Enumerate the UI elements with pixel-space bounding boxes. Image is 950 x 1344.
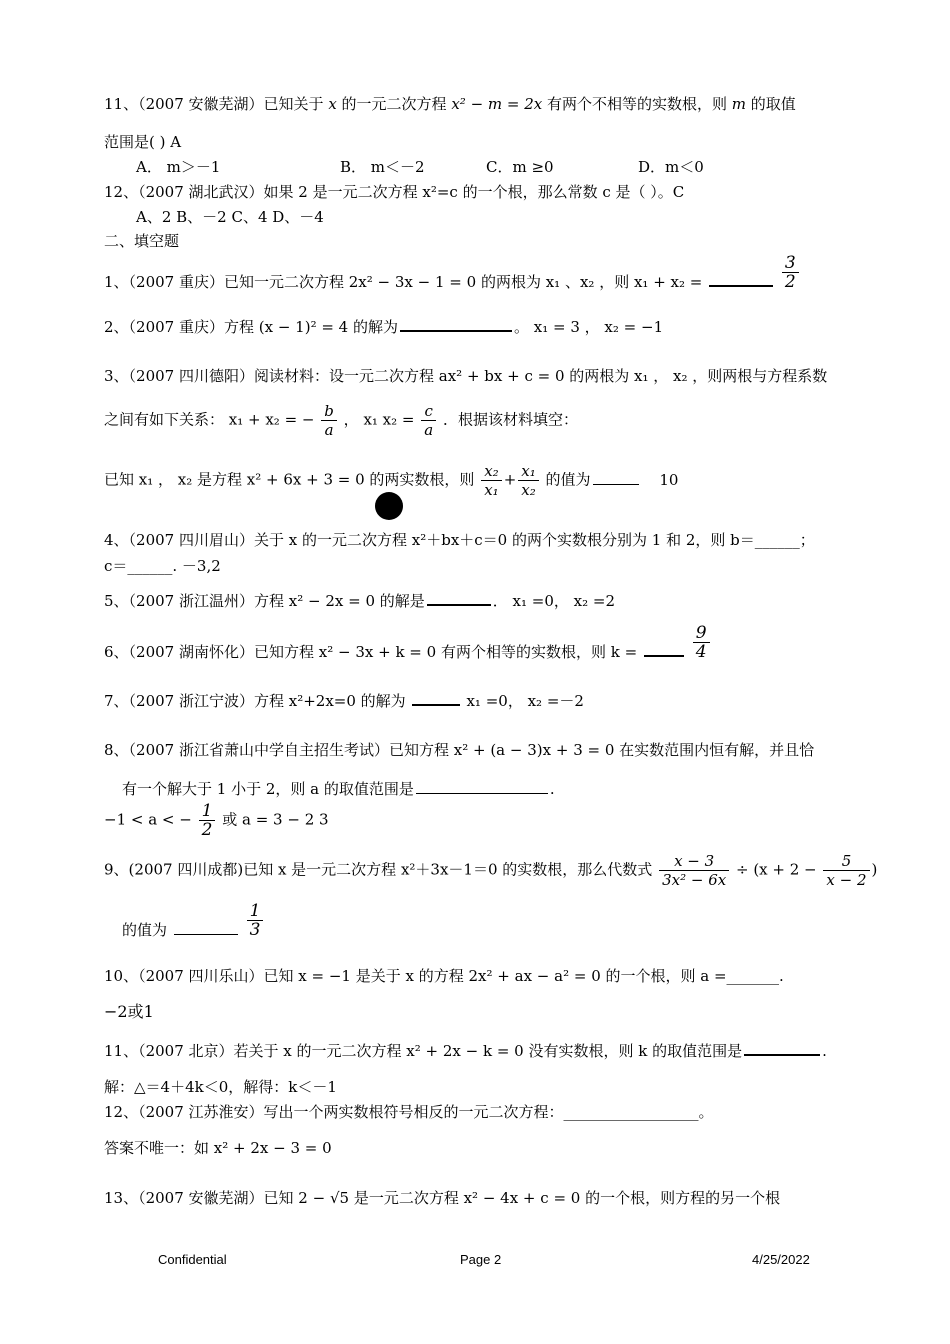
fill-12-answer: 答案不唯一：如 x² + 2x − 3 = 0: [104, 1139, 332, 1157]
f1-blank: [709, 271, 773, 287]
f6-answer-fraction: [693, 624, 710, 661]
fill-11-answer: 解：△＝4＋4k＜0，解得：k＜－1: [104, 1078, 337, 1096]
fill-5: [104, 590, 615, 611]
fill-6: [104, 624, 712, 661]
f1-ans-den: 2: [784, 272, 796, 292]
f11-end: .: [822, 1042, 827, 1060]
f9-blank: [174, 920, 238, 935]
f6-blank: [644, 641, 684, 657]
f8-answer-fraction: [199, 802, 216, 839]
q11-option-b: B． m＜－2: [340, 158, 425, 176]
fill-12: 12、（2007 江苏淮安）写出一个两实数根符号相反的一元二次方程：__________________。: [104, 1103, 714, 1121]
q11-prefix: 11、（2007 安徽芜湖）已知关于: [104, 95, 329, 113]
f3-b: b: [321, 402, 337, 421]
f3-frac1-num: x₂: [481, 462, 501, 481]
fill-13: 13、（2007 安徽芜湖）已知 2 − √5 是一元二次方程 x² − 4x + c = 0 的一个根，则方程的另一个根: [104, 1189, 781, 1207]
question-11: [104, 94, 796, 114]
f9-frac1-den: 3x² − 6x: [662, 871, 727, 889]
f7-answer: x₁ =0， x₂ =－2: [466, 692, 584, 710]
q11-option-d: D．m＜0: [638, 158, 704, 176]
f8-ans-den: 2: [201, 820, 213, 840]
q11-option-a: A． m＞－1: [136, 158, 221, 176]
f9-end: ): [871, 860, 878, 879]
footer-page-number: Page 2: [460, 1252, 502, 1267]
q11-option-c: C．m ≥0: [486, 158, 554, 176]
fill-8-answer: [104, 802, 329, 839]
f3-frac-1: [481, 462, 501, 499]
fill-4-line1: 4、（2007 四川眉山）关于 x 的一元二次方程 x²＋bx＋c＝0 的两个实数根分别为 1 和 2，则 b＝______；: [104, 531, 815, 549]
f9-fraction-2: [823, 852, 869, 889]
f9-fraction-1: [659, 852, 729, 889]
f8-ans-b: 或 a = 3 − 2 3: [222, 810, 329, 829]
q12-options: A、2 B、－2 C、4 D、－4: [136, 208, 324, 226]
f3-blank: [593, 470, 639, 485]
f9-answer-fraction: [247, 902, 264, 939]
f3-frac2-num: x₁: [518, 462, 538, 481]
f8-ans-a: −1 < a < −: [104, 810, 192, 829]
f6-text: 6、（2007 湖南怀化）已知方程 x² − 3x + k = 0 有两个相等的实数根，则 k =: [104, 642, 638, 661]
fill-10: 10、（2007 四川乐山）已知 x = −1 是关于 x 的方程 2x² + ax − a² = 0 的一个根，则 a =_______.: [104, 967, 784, 985]
fill-8-line1: 8、（2007 浙江省萧山中学自主招生考试）已知方程 x² + (a − 3)x + 3 = 0 在实数范围内恒有解，并且恰: [104, 741, 815, 759]
f5-blank: [427, 590, 491, 606]
f7-blank: [412, 690, 460, 706]
f9-frac2-den: x − 2: [826, 871, 867, 889]
fill-3-line2: [104, 402, 578, 439]
f9-ans-num: 1: [247, 902, 264, 921]
q11-suffix: 有两个不相等的实数根，则: [542, 95, 732, 113]
q11-end: 的取值: [746, 95, 796, 113]
f3-a: a: [324, 421, 334, 439]
f8-blank: [416, 779, 548, 794]
f3-frac-2: [518, 462, 538, 499]
f2-answer: 。 x₁ = 3 ， x₂ = −1: [514, 318, 664, 336]
f7-text: 7、（2007 浙江宁波）方程 x²+2x=0 的解为: [104, 692, 406, 710]
f8-line2-text: 有一个解大于 1 小于 2，则 a 的取值范围是: [122, 780, 414, 798]
f3-line3-text: 已知 x₁ ， x₂ 是方程 x² + 6x + 3 = 0 的两实数根，则: [104, 470, 475, 489]
q11-mid: 的一元二次方程: [336, 95, 452, 113]
f6-ans-num: 9: [693, 624, 710, 643]
f9-frac2-num: 5: [823, 852, 869, 871]
footer-confidential: Confidential: [158, 1252, 227, 1267]
f3-frac-b-a: [321, 402, 337, 439]
f1-ans-num: 3: [782, 254, 799, 273]
fill-9-line1: [104, 852, 877, 889]
f3-c: c: [421, 402, 436, 421]
f6-ans-den: 4: [695, 642, 707, 662]
f3-answer: 10: [659, 470, 679, 489]
f3-frac2-den: x₂: [521, 481, 536, 499]
f3-sum-text: 之间有如下关系： x₁ + x₂ = −: [104, 410, 315, 429]
fill-4-line2: c＝______. －3,2: [104, 557, 221, 575]
fill-7: [104, 690, 584, 711]
f3-line2-end: ．根据该材料填空：: [443, 410, 579, 429]
f9-frac1-num: x − 3: [659, 852, 729, 871]
f9-line2-text: 的值为: [122, 920, 168, 939]
f1-text: 1、（2007 重庆）已知一元二次方程 2x² − 3x − 1 = 0 的两根为 x₁ 、x₂ ，则 x₁ + x₂ =: [104, 272, 703, 291]
q11-line2: 范围是( ) A: [104, 133, 182, 151]
question-12: 12、（2007 湖北武汉）如果 2 是一元二次方程 x²=c 的一个根，那么常数 c 是（ ）。C: [104, 183, 685, 201]
f9-mid: ÷ (x + 2 −: [735, 860, 817, 879]
f8-ans-num: 1: [199, 802, 216, 821]
q11-var-m: m: [731, 95, 747, 113]
f3-frac1-den: x₁: [484, 481, 499, 499]
fill-9-line2: [122, 902, 265, 939]
fill-2: [104, 316, 663, 337]
f3-frac-c-a: [421, 402, 436, 439]
f3-product-text: ， x₁ x₂ =: [343, 410, 415, 429]
f3-value-text: 的值为: [545, 470, 591, 489]
q11-equation: x² − m = 2x: [451, 95, 543, 113]
fill-10-answer: −2或1: [104, 1002, 154, 1021]
footer-date: 4/25/2022: [752, 1252, 810, 1267]
f11-blank: [744, 1040, 820, 1056]
f2-blank: [400, 316, 512, 332]
f8-line2-end: .: [549, 780, 555, 798]
black-dot-mark: [375, 492, 403, 520]
f3-a2: a: [424, 421, 434, 439]
section-title: 二、填空题: [104, 232, 180, 250]
fill-1: [104, 254, 801, 291]
f9-text: 9、(2007 四川成都)已知 x 是一元二次方程 x²＋3x－1＝0 的实数根，那么代数式: [104, 860, 653, 879]
f1-answer-fraction: [782, 254, 799, 291]
f9-ans-den: 3: [249, 920, 261, 940]
f11-text: 11、（2007 北京）若关于 x 的一元二次方程 x² + 2x − k = 0 没有实数根，则 k 的取值范围是: [104, 1042, 743, 1060]
fill-3-line1: 3、（2007 四川德阳）阅读材料：设一元二次方程 ax² + bx + c = 0 的两根为 x₁ ， x₂ ，则两根与方程系数: [104, 367, 828, 385]
f2-text: 2、（2007 重庆）方程 (x − 1)² = 4 的解为: [104, 318, 398, 336]
f5-text: 5、（2007 浙江温州）方程 x² − 2x = 0 的解是: [104, 592, 425, 610]
q11-var-x: x: [328, 95, 337, 113]
fill-11: [104, 1040, 827, 1061]
fill-8-line2: [122, 779, 555, 799]
f5-answer: ． x₁ =0， x₂ =2: [492, 592, 616, 610]
fill-3-line3: 已知 x₁ ， x₂ 是方程 x² + 6x + 3 = 0 的两实数根，则 $\frac{\text{x₂}}{\text{x₁}}$ + $\frac{\text{x₁}}{\text{x₂}}$ 的值为 10: [104, 462, 679, 499]
